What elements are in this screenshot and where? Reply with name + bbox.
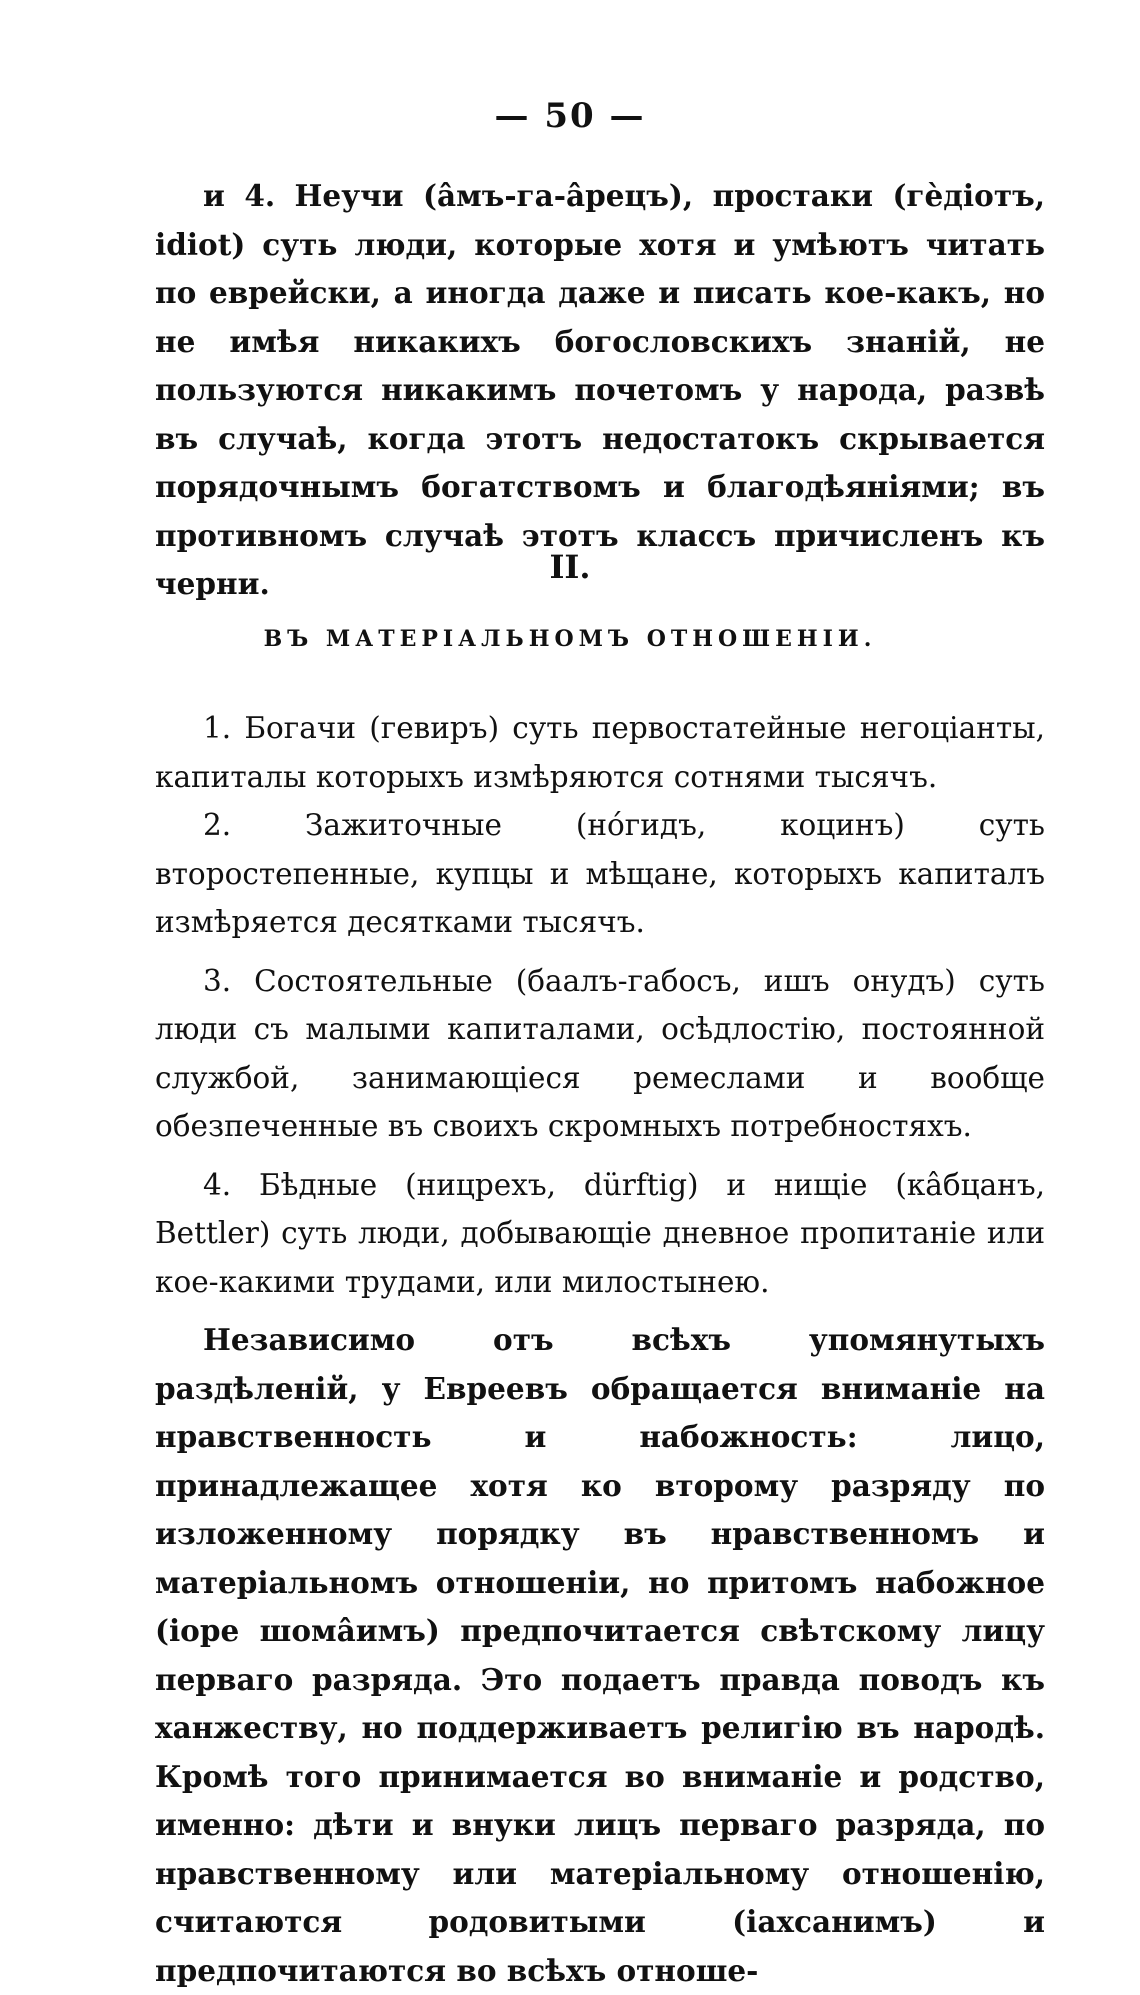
section-title: ВЪ МАТЕРІАЛЬНОМЪ ОТНОШЕНІИ. [263, 626, 877, 652]
page-number: — 50 — [494, 96, 646, 136]
paragraph-zazhitochnye: 2. Зажиточные (нóгидъ, коцинъ) суть второстепенные, купцы и мѣщане, которыхъ капиталъ измѣряется десятками тысячъ. [155, 808, 1045, 939]
paragraph-bogachi: 1. Богачи (гевиръ) суть первостатейные негоціанты, капиталы которыхъ измѣряются сотнями тысячъ. [155, 711, 1045, 794]
paragraph-bednye: 4. Бѣдные (ницрехъ, dürftig) и нищіе (кâбцанъ, Bettler) суть люди, добывающіе дневное пропитаніе или кое-какими трудами, или милостынею. [155, 1167, 1045, 1299]
section-number: II. [549, 548, 591, 586]
paragraph-neuchi: и 4. Неучи (âмъ-га-âрецъ), простаки (гѐдіотъ, idiot) суть люди, которые хотя и умѣютъ читать по еврейски, а иногда даже и писать кое-какъ, но не имѣя никакихъ богословскихъ знаній, не пользуются никакимъ почетомъ у народа, развѣ въ случаѣ, когда этотъ недостатокъ скрывается порядочнымъ богатствомъ и благодѣяніями; въ противномъ случаѣ этотъ классъ причисленъ къ черни. [155, 178, 1045, 601]
paragraph-sostoyatelnye: 3. Состоятельные (баалъ-габосъ, ишъ онудъ) суть люди съ малыми капиталами, осѣдлостію, постоянной службой, занимающіеся ремеслами и вообще обезпеченные въ своихъ скромныхъ потребностяхъ. [155, 963, 1045, 1143]
top-paragraph-block [155, 172, 1045, 609]
paragraph-nezavisimo: Независимо отъ всѣхъ упомянутыхъ раздѣленій, у Евреевъ обращается вниманіе на нравственность и набожность: лицо, принадлежащее хотя ко второму разряду по изложенному порядку въ нравственномъ и матеріальномъ отношеніи, но притомъ набожное (іоре шомâимъ) предпочитается свѣтскому лицу перваго разряда. Это подаетъ правда поводъ къ ханжеству, но поддерживаетъ религію въ народѣ. Кромѣ того принимается во вниманіе и родство, именно: дѣти и внуки лицъ перваго разряда, по нравственному или матеріальному отношенію, считаются родовитыми (іахсанимъ) и предпочитаются во всѣхъ отноше- [155, 1322, 1045, 1988]
main-text-block [155, 704, 1045, 1995]
